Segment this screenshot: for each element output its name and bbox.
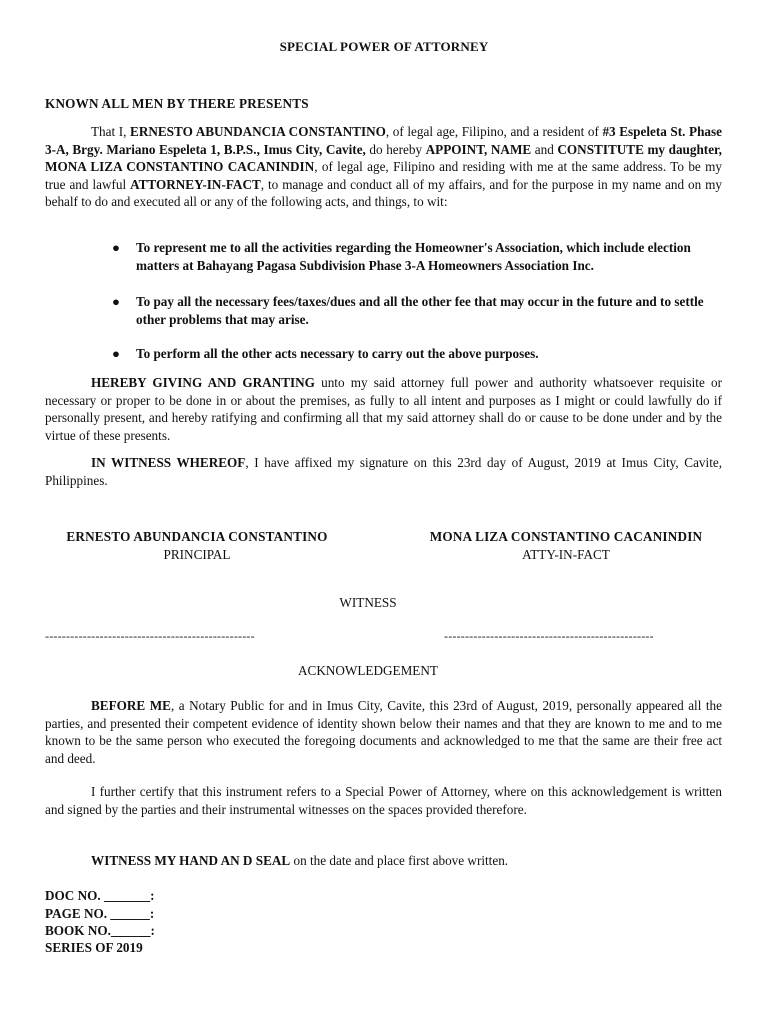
constitute-text: CONSTITUTE my daughter, MONA LIZA CONSTANTINO CACANINDIN xyxy=(45,141,722,175)
series-year: SERIES OF 2019 xyxy=(45,940,143,955)
intro-text-6: , to manage and conduct all of my affairs, and for the purpose in my name and on my behalf to do and executed all or any of the following acts, and things, to wit: xyxy=(45,176,722,210)
bullet-icon: ● xyxy=(112,346,120,361)
attorney-in-fact-term: ATTORNEY-IN-FACT xyxy=(130,176,261,192)
before-me-lead: BEFORE ME xyxy=(91,698,171,713)
doc-number: DOC NO. _______: xyxy=(45,888,155,903)
act-text: To perform all the other acts necessary to carry out the above purposes. xyxy=(136,346,539,361)
act-text: To represent me to all the activities regarding the Homeowner's Association, which include election matters at Bahayang Pagasa Subdivision Phase 3-A Homeowners Association Inc. xyxy=(136,240,691,273)
granting-paragraph xyxy=(45,374,722,444)
witness-whereof-lead: IN WITNESS WHEREOF xyxy=(91,455,246,470)
before-me-paragraph xyxy=(45,697,722,767)
opening-heading: KNOWN ALL MEN BY THERE PRESENTS xyxy=(45,96,309,111)
act-text: To pay all the necessary fees/taxes/dues and all the other fee that may occur in the future and to settle other problems that may arise. xyxy=(136,294,704,327)
attorney-signature-name: MONA LIZA CONSTANTINO CACANINDIN xyxy=(429,529,703,544)
principal-role: PRINCIPAL xyxy=(163,546,231,562)
witness-label: WITNESS xyxy=(339,595,397,610)
attorney-role: ATTY-IN-FACT xyxy=(522,546,610,562)
hand-seal-lead: WITNESS MY HAND AN D SEAL xyxy=(91,853,291,868)
principal-address: #3 Espeleta St. Phase 3-A, Brgy. Mariano Espeleta 1, B.P.S., Imus City, Cavite, xyxy=(45,124,723,157)
witness-whereof-paragraph xyxy=(45,454,722,489)
principal-name: ERNESTO ABUNDANCIA CONSTANTINO xyxy=(130,124,386,139)
before-me-text: , a Notary Public for and in Imus City, Cavite, this 23rd of August, 2019, personally appeared all the parties, and presented their competent evidence of identity shown below their names and that they are known to me and to me known to be the same person who executed the foregoing documents and acknowledged to me that the same are their free act and deed. xyxy=(45,698,723,766)
document-title: SPECIAL POWER OF ATTORNEY xyxy=(279,39,489,54)
granting-text: unto my said attorney full power and authority whatsoever requisite or necessary or proper to be done in or about the premises, as fully to all intent and purposes as I might or could lawfully do if personally present, and hereby ratifying and confirming all that my said attorney shall do or cause to be done under and by the virtue of these presents. xyxy=(45,375,722,443)
intro-text-1: That I, xyxy=(91,124,131,139)
principal-signature-name: ERNESTO ABUNDANCIA CONSTANTINO xyxy=(66,529,328,544)
witness-signature-line-left: -------------------------------------------------- xyxy=(45,629,255,643)
bullet-icon: ● xyxy=(112,240,120,255)
granting-lead: HEREBY GIVING AND GRANTING xyxy=(91,375,315,390)
intro-text-2: , of legal age, Filipino, and a resident of xyxy=(385,124,603,139)
appoint-text: APPOINT, NAME xyxy=(425,141,532,157)
page-number: PAGE NO. ______: xyxy=(45,906,155,921)
bullet-icon: ● xyxy=(112,294,120,309)
hand-seal-paragraph xyxy=(45,852,722,870)
principal-signature-block xyxy=(38,528,356,563)
certify-paragraph: I further certify that this instrument refers to a Special Power of Attorney, where on this acknowledgement is written and signed by the parties and their instrumental witnesses on the spaces provided therefore. xyxy=(45,784,722,817)
intro-paragraph xyxy=(45,123,722,211)
acknowledgement-heading: ACKNOWLEDGEMENT xyxy=(298,663,438,678)
attorney-signature-block xyxy=(400,528,732,563)
witness-whereof-text: , I have affixed my signature on this 23rd day of August, 2019 at Imus City, Cavite, Philippines. xyxy=(45,455,723,488)
intro-text-4: and xyxy=(531,141,558,157)
intro-text-5: , of legal age, Filipino and residing with me at the same address. To be my true and lawful xyxy=(45,159,722,192)
book-number: BOOK NO.______: xyxy=(45,923,155,938)
hand-seal-text: on the date and place first above written. xyxy=(290,853,509,868)
intro-text-3: do hereby xyxy=(365,141,426,157)
witness-signature-line-right: -------------------------------------------------- xyxy=(444,629,654,643)
